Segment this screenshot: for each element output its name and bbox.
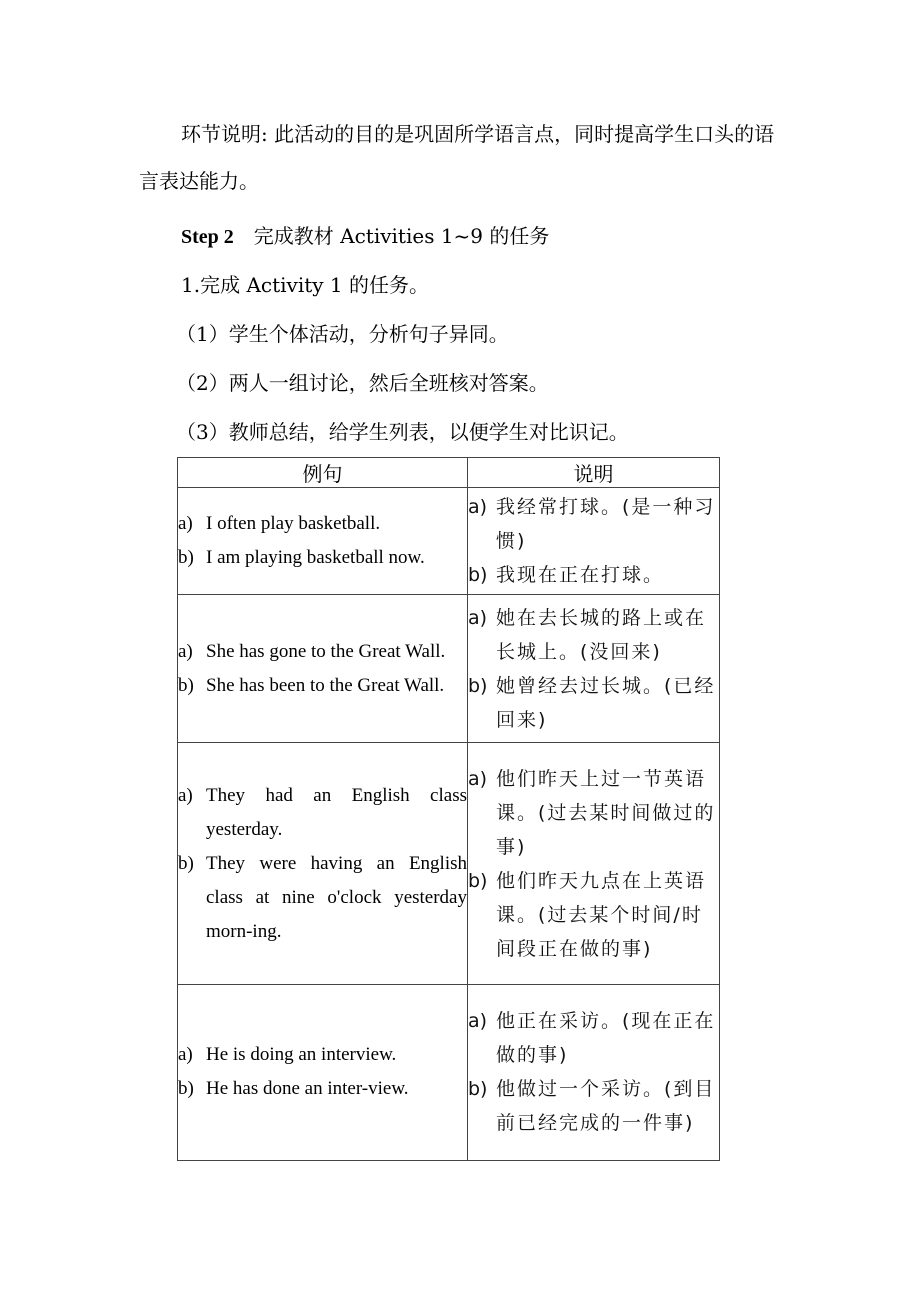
example-item	[178, 1072, 467, 1106]
note-item	[468, 558, 719, 592]
note-item	[468, 601, 719, 669]
example-text: He is doing an interview.	[206, 1044, 397, 1066]
example-text: They had an English class yesterday.	[206, 784, 467, 840]
item-marker: b)	[178, 1078, 194, 1100]
note-cell	[468, 595, 720, 743]
example-text: I often play basketball.	[206, 513, 381, 535]
intro-paragraph: 环节说明: 此活动的目的是巩固所学语言点，同时提高学生口头的语言表达能力。	[139, 122, 775, 193]
table-row	[178, 595, 720, 743]
example-item	[178, 1038, 467, 1072]
note-text: 我经常打球。(是一种习惯)	[496, 496, 716, 553]
substep-1: （1）学生个体活动，分析句子异同。	[176, 322, 509, 346]
note-text: 我现在正在打球。	[496, 564, 665, 587]
item-marker: b)	[468, 1078, 488, 1101]
substep-2: （2）两人一组讨论，然后全班核对答案。	[176, 371, 549, 395]
example-item	[178, 635, 467, 669]
table-header-row	[178, 458, 720, 488]
substep-3: （3）教师总结，给学生列表，以便学生对比识记。	[176, 420, 629, 444]
table-row	[178, 984, 720, 1160]
item-marker: a)	[178, 1044, 193, 1066]
item-marker: b)	[178, 547, 194, 569]
table-row	[178, 743, 720, 984]
item-marker: a)	[468, 767, 488, 790]
table-row	[178, 488, 720, 595]
item-marker: b)	[178, 852, 194, 874]
example-cell	[178, 743, 468, 984]
task-1: 1.完成 Activity 1 的任务。	[181, 273, 429, 297]
note-item	[468, 669, 719, 737]
header-examples: 例句	[178, 458, 468, 488]
note-item	[468, 1004, 719, 1072]
note-item	[468, 1072, 719, 1140]
note-item	[468, 490, 719, 558]
note-text: 他们昨天九点在上英语课。(过去某个时间/时间段正在做的事)	[496, 869, 707, 960]
item-marker: a)	[468, 1010, 488, 1033]
note-item	[468, 864, 719, 966]
item-marker: a)	[178, 640, 193, 662]
step-label: Step 2	[181, 226, 234, 248]
note-text: 他做过一个采访。(到目前已经完成的一件事)	[496, 1078, 716, 1135]
item-marker: b)	[468, 674, 488, 697]
step-heading	[181, 220, 549, 249]
example-text: She has been to the Great Wall.	[206, 674, 445, 696]
note-cell	[468, 984, 720, 1160]
header-notes: 说明	[468, 458, 720, 488]
example-cell	[178, 488, 468, 595]
note-text: 她在去长城的路上或在长城上。(没回来)	[496, 606, 707, 663]
item-marker: b)	[178, 674, 194, 696]
note-text: 他们昨天上过一节英语课。(过去某时间做过的事)	[496, 767, 716, 858]
item-marker: a)	[178, 784, 193, 806]
note-cell	[468, 488, 720, 595]
item-marker: a)	[178, 513, 193, 535]
example-cell	[178, 984, 468, 1160]
note-item	[468, 762, 719, 864]
step-title: 完成教材 Activities 1~9 的任务	[253, 224, 550, 248]
example-cell	[178, 595, 468, 743]
example-item	[178, 541, 467, 575]
example-item	[178, 779, 467, 847]
note-cell	[468, 743, 720, 984]
comparison-table	[177, 457, 720, 1161]
example-item	[178, 669, 467, 703]
example-text: She has gone to the Great Wall.	[206, 640, 446, 662]
item-marker: a)	[468, 496, 488, 519]
example-text: I am playing basketball now.	[206, 547, 425, 569]
note-text: 她曾经去过长城。(已经回来)	[496, 674, 716, 731]
example-text: They were having an English class at nine o'clock yesterday morn-ing.	[206, 852, 467, 942]
example-text: He has done an inter-view.	[206, 1078, 409, 1100]
example-item	[178, 847, 467, 949]
example-item	[178, 507, 467, 541]
item-marker: b)	[468, 564, 488, 587]
note-text: 他正在采访。(现在正在做的事)	[496, 1010, 716, 1067]
item-marker: b)	[468, 869, 488, 892]
item-marker: a)	[468, 606, 488, 629]
